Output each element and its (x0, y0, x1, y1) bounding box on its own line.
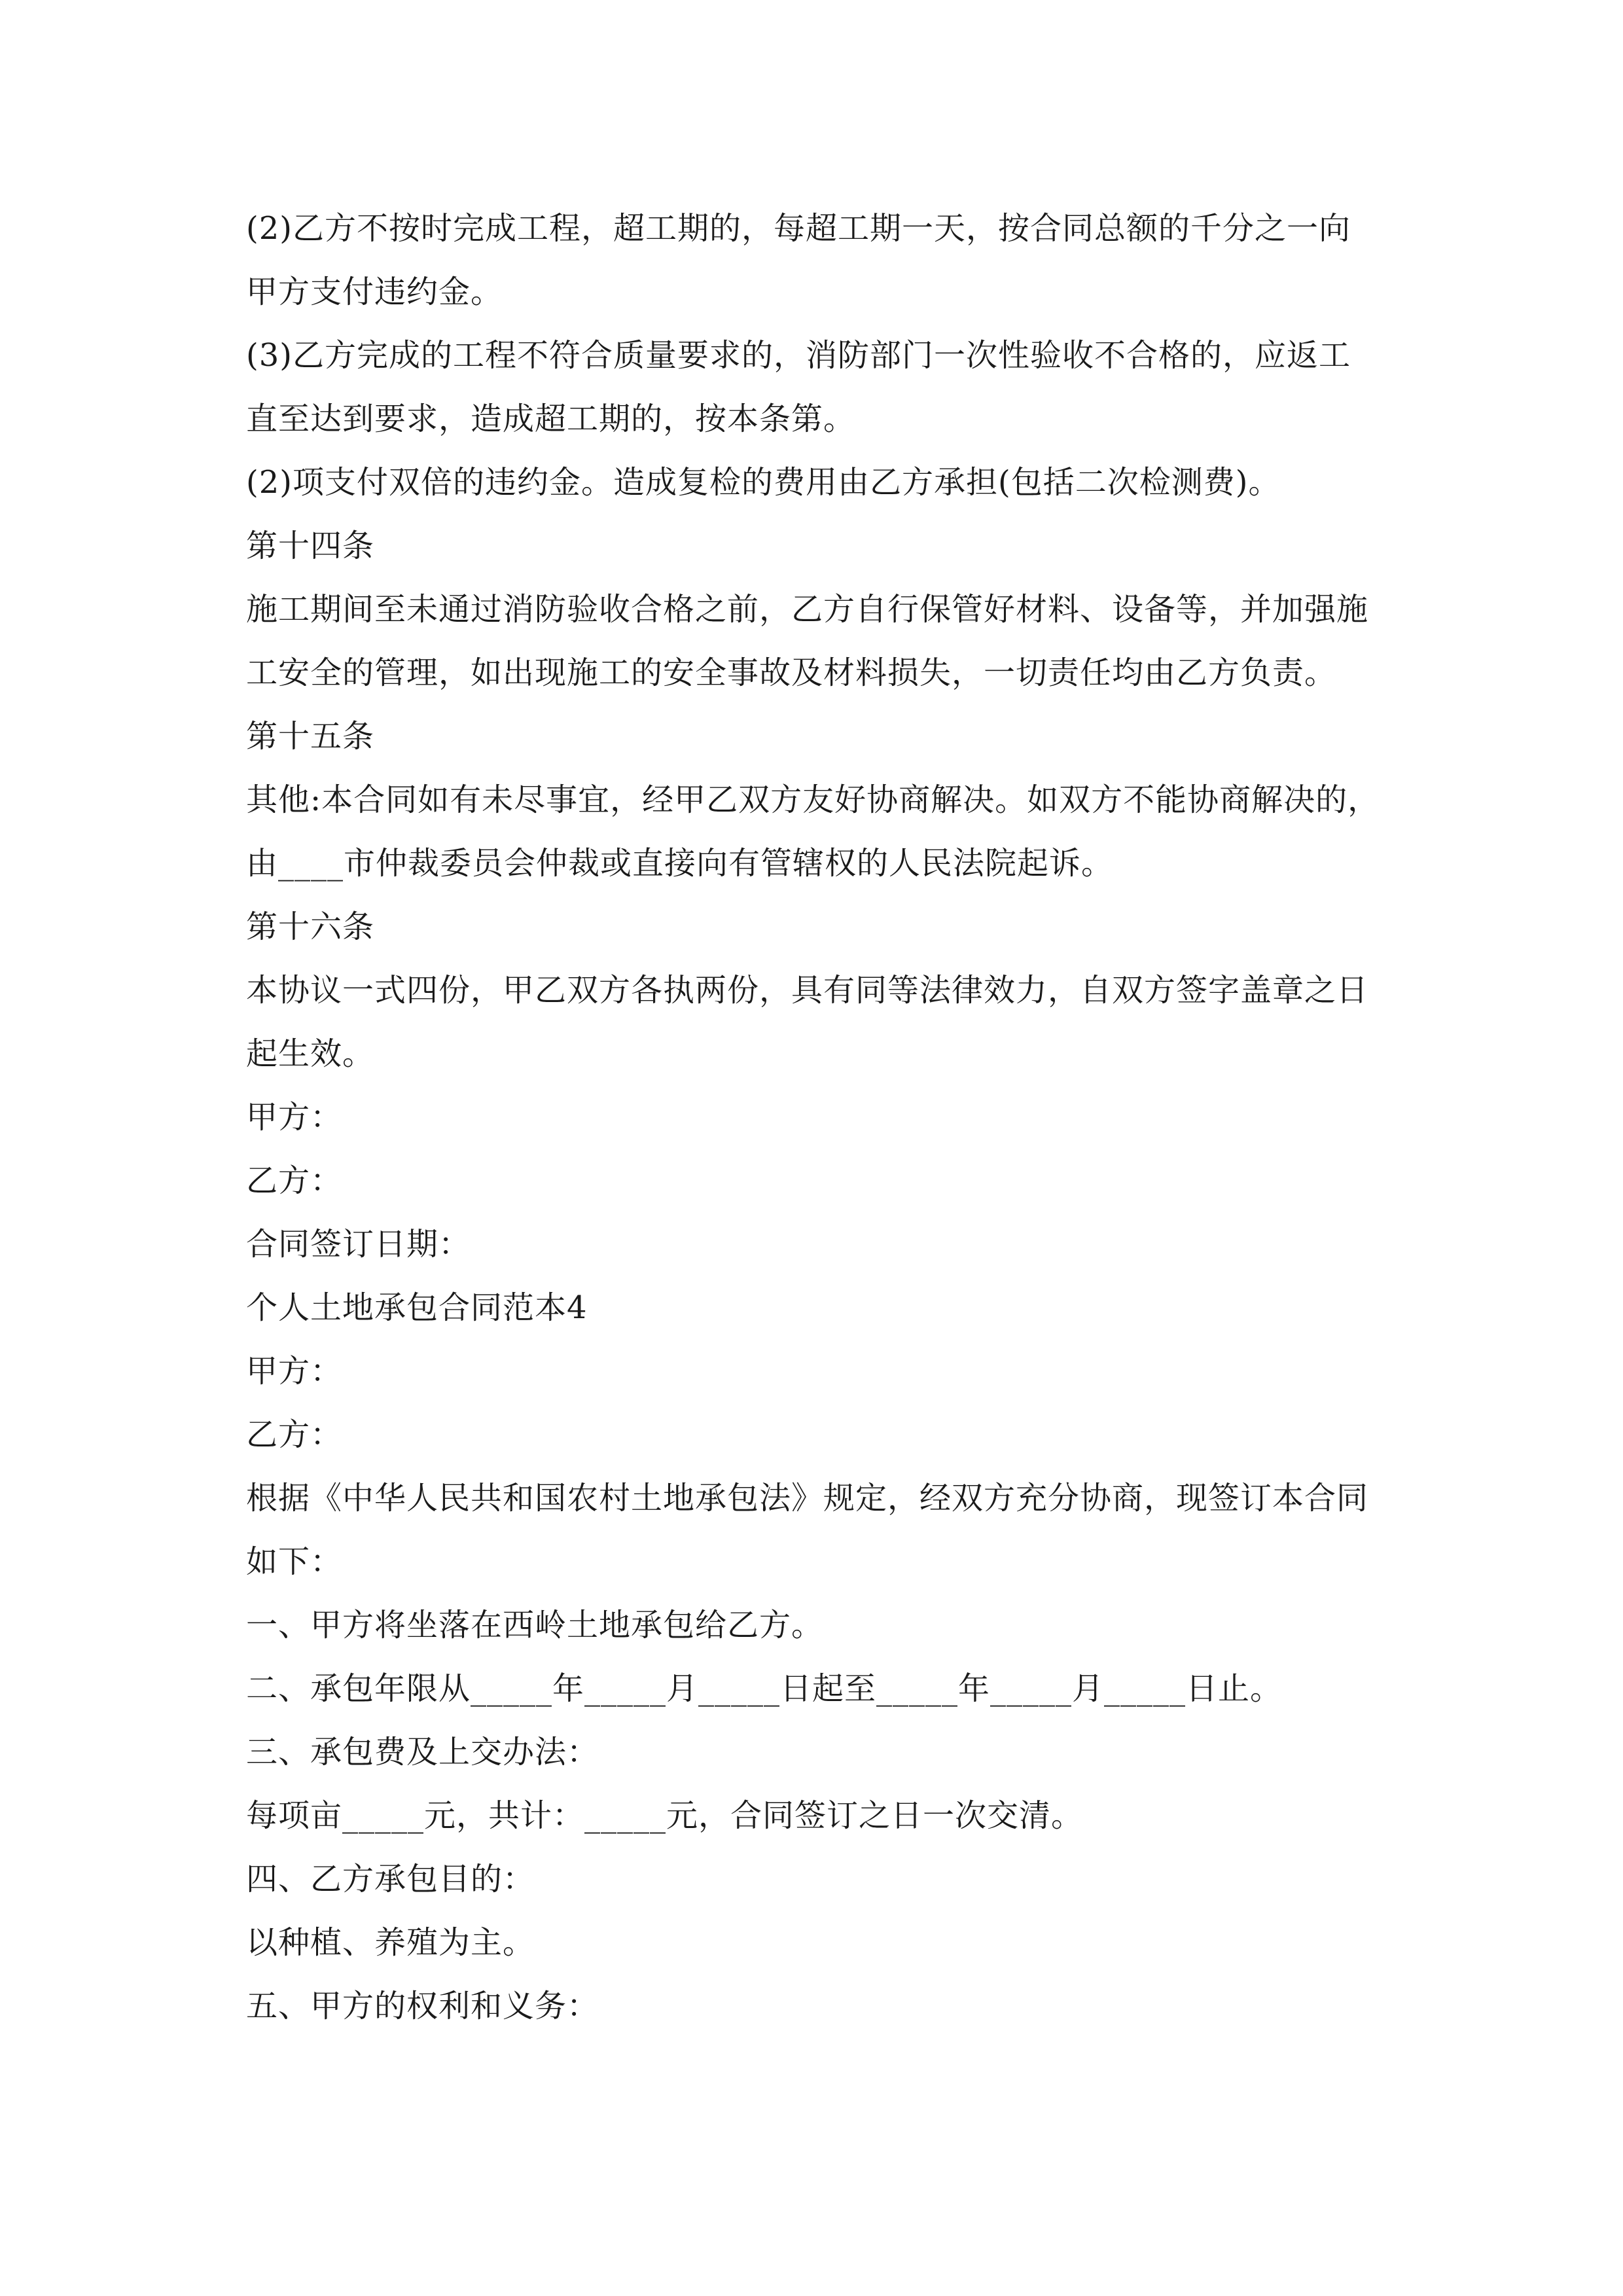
text-line: (2)项支付双倍的违约金。造成复检的费用由乙方承担(包括二次检测费)。 (246, 464, 1281, 501)
clause-item: 五、甲方的权利和义务： (246, 1988, 599, 2024)
article-heading: 第十四条 (246, 528, 375, 564)
text-line: (3)乙方完成的工程不符合质量要求的，消防部门一次性验收不合格的，应返工 (246, 337, 1351, 374)
text-line: 起生效。 (246, 1035, 375, 1072)
text-line: 工安全的管理，如出现施工的安全事故及材料损失，一切责任均由乙方负责。 (246, 655, 1337, 691)
party-b-label: 乙方： (246, 1416, 343, 1453)
text-line: 直至达到要求，造成超工期的，按本条第。 (246, 401, 856, 437)
document-body (246, 197, 1385, 2038)
text-line: 如下： (246, 1543, 343, 1580)
text-line: 甲方支付违约金。 (246, 274, 503, 310)
text-line: (2)乙方不按时完成工程，超工期的，每超工期一天，按合同总额的千分之一向 (246, 210, 1351, 247)
text-line: 其他:本合同如有未尽事宜，经甲乙双方友好协商解决。如双方不能协商解决的， (246, 781, 1380, 818)
text-line: 每项亩_____元，共计：_____元，合同签订之日一次交清。 (246, 1797, 1084, 1834)
article-heading: 第十五条 (246, 718, 375, 755)
signing-date-label: 合同签订日期： (246, 1226, 471, 1263)
party-b-label: 乙方： (246, 1162, 343, 1199)
text-line: 以种植、养殖为主。 (246, 1924, 535, 1961)
article-heading: 第十六条 (246, 908, 375, 945)
clause-item: 二、承包年限从_____年_____月_____日起至_____年_____月_____日止。 (246, 1670, 1283, 1707)
section-title: 个人土地承包合同范本4 (246, 1289, 588, 1326)
party-a-label: 甲方： (246, 1353, 343, 1390)
text-line: 施工期间至未通过消防验收合格之前，乙方自行保管好材料、设备等，并加强施 (246, 591, 1369, 628)
clause-item: 四、乙方承包目的： (246, 1861, 535, 1897)
text-line: 本协议一式四份，甲乙双方各执两份，具有同等法律效力，自双方签字盖章之日 (246, 972, 1369, 1009)
text-line: 根据《中华人民共和国农村土地承包法》规定，经双方充分协商，现签订本合同 (246, 1480, 1369, 1516)
text-line: 由____市仲裁委员会仲裁或直接向有管辖权的人民法院起诉。 (246, 845, 1114, 882)
party-a-label: 甲方： (246, 1099, 343, 1136)
clause-item: 一、甲方将坐落在西岭土地承包给乙方。 (246, 1607, 824, 1643)
clause-item: 三、承包费及上交办法： (246, 1734, 599, 1770)
